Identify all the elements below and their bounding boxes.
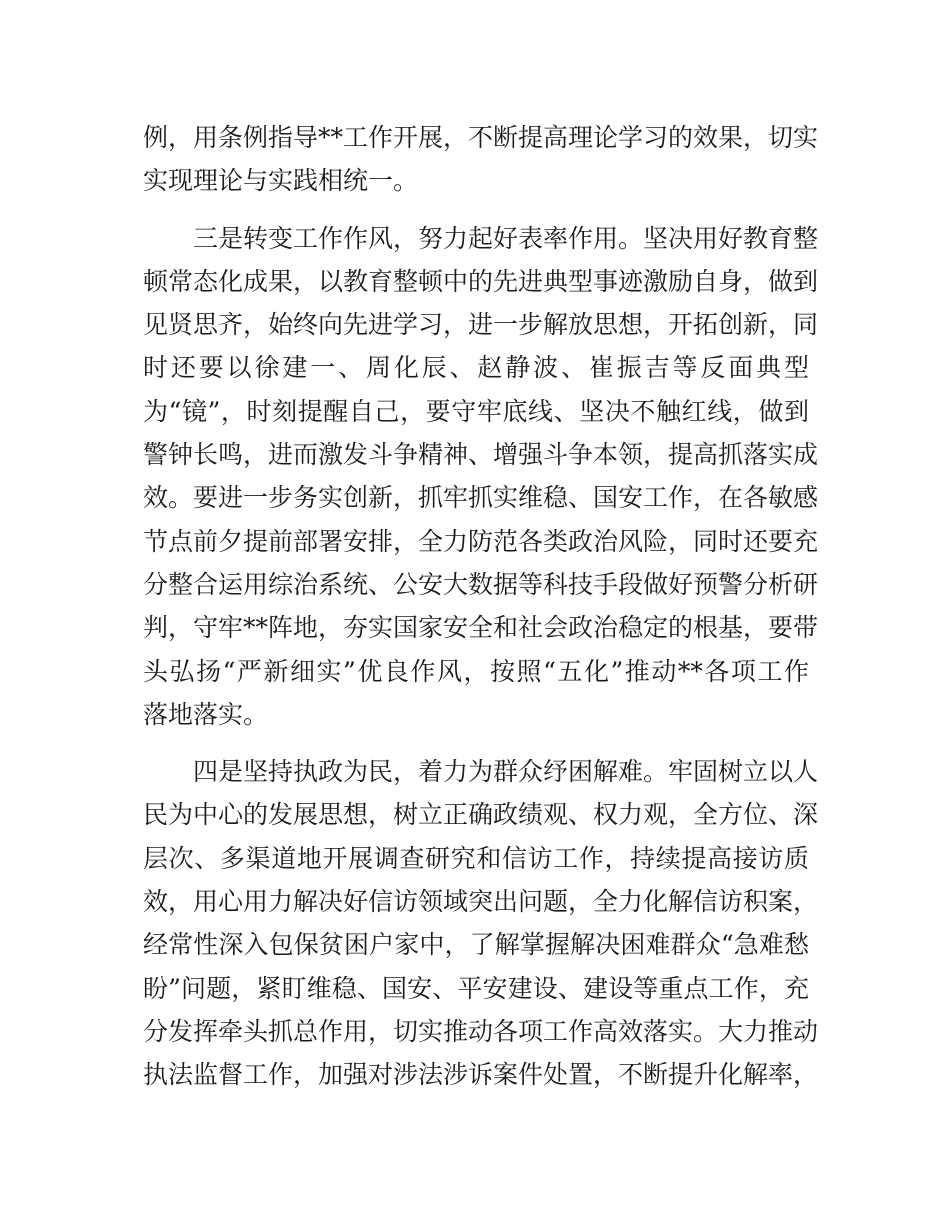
text-line: 民为中心的发展思想，树立正确政绩观、权力观，全方位、深 [143, 800, 819, 830]
text-line: 警钟长鸣，进而激发斗争精神、增强斗争本领，提高抓落实成 [143, 440, 819, 470]
text-line: 四是坚持执政为民，着力为群众纾困解难。牢固树立以人 [193, 757, 819, 787]
text-line: 节点前夕提前部署安排，全力防范各类政治风险，同时还要充 [143, 526, 819, 556]
paragraph-continuation [143, 116, 819, 203]
text-line: 落地落实。 [143, 699, 269, 729]
text-line: 效，用心用力解决好信访领域突出问题，全力化解信访积案， [143, 887, 819, 917]
text-line: 经常性深入包保贫困户家中，了解掌握解决困难群众“急难愁 [143, 930, 809, 960]
text-line: 三是转变工作作风，努力起好表率作用。坚决用好教育整 [193, 223, 819, 253]
text-line: 为“镜”，时刻提醒自己，要守牢底线、坚决不触红线，做到 [143, 396, 809, 426]
text-line: 判，守牢**阵地，夯实国家安全和社会政治稳定的根基，要带 [143, 613, 819, 643]
text-line: 分发挥牵头抓总作用，切实推动各项工作高效落实。大力推动 [143, 1016, 819, 1046]
text-line: 层次、多渠道地开展调查研究和信访工作，持续提高接访质 [143, 843, 809, 873]
paragraph-work-style [143, 217, 819, 737]
text-line: 头弘扬“严新细实”优良作风，按照“五化”推动**各项工作 [143, 656, 809, 686]
text-line: 顿常态化成果，以教育整顿中的先进典型事迹激励自身，做到 [143, 266, 819, 296]
text-line: 执法监督工作，加强对涉法涉诉案件处置，不断提升化解率， [143, 1060, 819, 1090]
text-line: 实现理论与实践相统一。 [143, 166, 419, 196]
paragraph-serve-people [143, 750, 819, 1096]
text-line: 效。要进一步务实创新，抓牢抓实维稳、国安工作，在各敏感 [143, 483, 819, 513]
text-line: 时还要以徐建一、周化辰、赵静波、崔振吉等反面典型 [143, 353, 809, 383]
text-line: 例，用条例指导**工作开展，不断提高理论学习的效果，切实 [143, 123, 819, 152]
document-body [143, 116, 819, 1097]
text-line: 分整合运用综治系统、公安大数据等科技手段做好预警分析研 [143, 569, 819, 599]
text-line: 盼”问题，紧盯维稳、国安、平安建设、建设等重点工作，充 [143, 973, 809, 1003]
text-line: 见贤思齐，始终向先进学习，进一步解放思想，开拓创新，同 [143, 310, 819, 340]
